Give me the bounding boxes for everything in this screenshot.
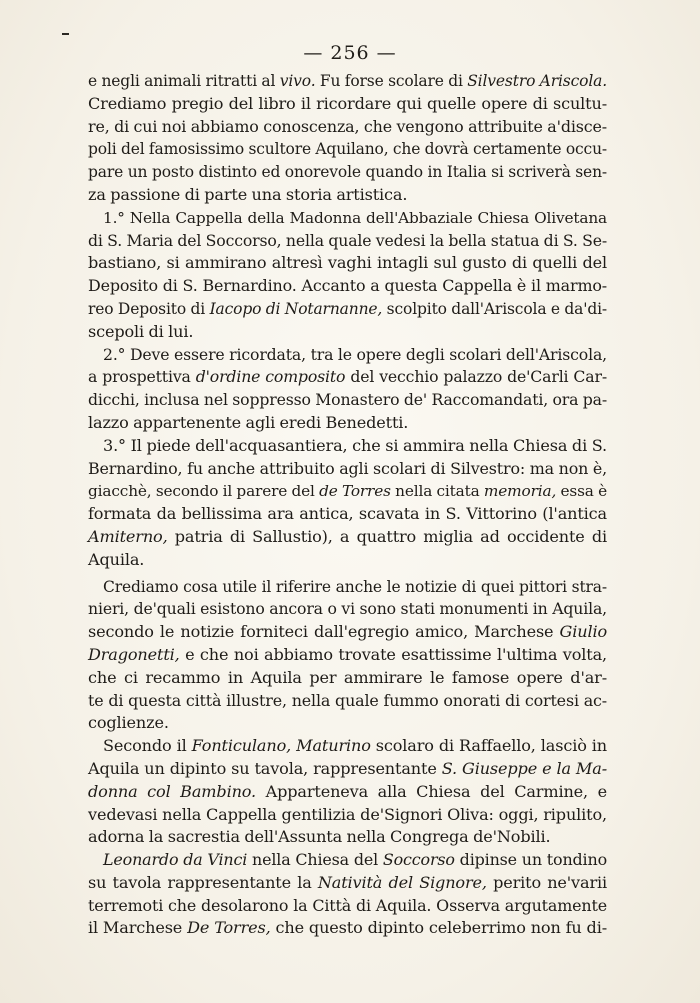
text-line bbox=[88, 93, 607, 116]
text-line bbox=[88, 895, 607, 918]
text-line bbox=[88, 458, 607, 481]
text-segment: 1.° Nella Cappella della Madonna dell'Abbaziale Chiesa Olivetana bbox=[103, 208, 607, 227]
text-segment: te di questa città illustre, nella quale fummo onorati di cortesi ac- bbox=[88, 690, 607, 710]
text-segment: e negli animali ritratti al bbox=[88, 72, 280, 90]
text-segment: il Marchese bbox=[88, 918, 188, 938]
text-segment: del vecchio palazzo de'Carli Car- bbox=[345, 367, 607, 387]
text-segment: re, di cui noi abbiamo conoscenza, che vengono attribuite a'disce- bbox=[88, 116, 607, 136]
italic-text: de Torres bbox=[319, 482, 391, 501]
text-segment: che ci recammo in Aquila per ammirare le famose opere d'ar- bbox=[88, 667, 607, 687]
text-segment: bastiano, si ammirano altresì vaghi intagli sul gusto di quelli del bbox=[88, 253, 607, 273]
text-segment: e che noi abbiamo trovate esattissime l'ultima volta, bbox=[179, 644, 607, 664]
text-line bbox=[88, 435, 607, 458]
text-segment: vedevasi nella Cappella gentilizia de'Signori Oliva: oggi, ripulito, bbox=[88, 804, 607, 824]
italic-text: vivo. bbox=[279, 72, 316, 90]
text-line bbox=[88, 366, 607, 389]
text-line bbox=[88, 184, 607, 207]
text-segment: scolpito dall'Ariscola e da'di- bbox=[382, 299, 607, 318]
text-segment: adorna la sacrestia dell'Assunta nella Congrega de'Nobili. bbox=[88, 827, 551, 847]
text-segment: di S. Maria del Soccorso, nella quale vedesi la bella statua di S. Se- bbox=[88, 230, 607, 250]
text-segment: 2.° Deve essere ricordata, tra le opere degli scolari dell'Ariscola, bbox=[103, 344, 607, 364]
italic-text: Maturino bbox=[296, 736, 371, 756]
text-segment: pare un posto distinto ed onorevole quando in Italia si scriverà sen- bbox=[88, 163, 607, 182]
italic-text: donna col Bambino. bbox=[88, 781, 257, 801]
text-segment: dipinse un tondino bbox=[454, 850, 607, 870]
text-line bbox=[88, 138, 607, 161]
text-segment: nella citata bbox=[390, 482, 484, 501]
italic-text: Iacopo di Notarnanne, bbox=[209, 299, 383, 318]
italic-text: S. Giuseppe e la Ma- bbox=[441, 758, 607, 778]
text-line bbox=[88, 275, 607, 298]
text-segment: coglienze. bbox=[88, 713, 169, 733]
text-segment: Fu forse scolare di bbox=[315, 72, 468, 90]
text-line bbox=[88, 526, 607, 549]
italic-text: memoria, bbox=[483, 482, 557, 501]
text-segment: dicchi, inclusa nel soppresso Monastero de' Raccomandati, ora pa- bbox=[88, 390, 607, 410]
text-line bbox=[88, 826, 607, 849]
text-segment: reo Deposito di bbox=[88, 299, 210, 318]
italic-text: Amiterno, bbox=[88, 526, 168, 546]
text-segment: Deposito di S. Bernardino. Accanto a questa Cappella è il marmo- bbox=[88, 276, 607, 296]
text-segment: patria di Sallustio), a quattro miglia ad occidente di bbox=[167, 526, 607, 546]
text-line bbox=[88, 549, 607, 572]
text-segment: su tavola rappresentante la bbox=[88, 872, 318, 892]
italic-text: d'ordine composito bbox=[195, 367, 346, 387]
text-segment: nella Chiesa del bbox=[247, 850, 383, 870]
margin-mark bbox=[62, 33, 69, 35]
text-segment: a prospettiva bbox=[88, 367, 196, 387]
text-segment: Secondo il bbox=[103, 736, 192, 756]
text-line bbox=[88, 161, 607, 184]
text-segment: 3.° Il piede dell'acquasantiera, che si ammira nella Chiesa di S. bbox=[103, 435, 607, 455]
italic-text: Natività del Signore, bbox=[317, 872, 487, 892]
italic-text: Giulio bbox=[559, 622, 607, 642]
text-segment: scolaro di Raffaello, lasciò in bbox=[370, 736, 607, 756]
text-segment: che questo dipinto celeberrimo non fu di- bbox=[270, 918, 607, 938]
text-line bbox=[88, 758, 607, 781]
text-line bbox=[88, 690, 607, 713]
italic-text: Silvestro Ariscola. bbox=[467, 72, 607, 90]
text-line bbox=[88, 389, 607, 412]
text-segment: poli del famosissimo scultore Aquilano, che dovrà certamente occu- bbox=[88, 140, 607, 159]
text-line bbox=[88, 644, 607, 667]
text-line bbox=[88, 70, 607, 93]
text-line bbox=[88, 576, 607, 599]
text-segment: perito ne'varii bbox=[486, 872, 607, 892]
text-segment: giacchè, secondo il parere del bbox=[88, 482, 320, 501]
text-segment: essa è bbox=[556, 482, 607, 501]
text-line bbox=[88, 252, 607, 275]
text-body bbox=[88, 70, 607, 940]
text-segment: za passione di parte una storia artistica. bbox=[88, 184, 408, 204]
text-line bbox=[88, 598, 607, 621]
text-segment: Crediamo cosa utile il riferire anche le notizie di quei pittori stra- bbox=[103, 577, 607, 596]
text-segment: Aquila. bbox=[88, 549, 145, 569]
text-line bbox=[88, 804, 607, 827]
text-segment: Apparteneva alla Chiesa del Carmine, e bbox=[256, 781, 608, 801]
text-line bbox=[88, 735, 607, 758]
text-segment: Aquila un dipinto su tavola, rappresentante bbox=[88, 758, 442, 778]
text-line bbox=[88, 667, 607, 690]
text-line bbox=[88, 917, 607, 940]
text-segment: formata da bellissima ara antica, scavata in S. Vittorino (l'antica bbox=[88, 504, 607, 524]
text-segment: Bernardino, fu anche attribuito agli scolari di Silvestro: ma non è, bbox=[88, 458, 607, 478]
text-line bbox=[88, 872, 607, 895]
text-line bbox=[88, 781, 607, 804]
text-segment: nieri, de'quali esistono ancora o vi sono stati monumenti in Aquila, bbox=[88, 599, 607, 619]
text-line bbox=[88, 412, 607, 435]
text-segment: Crediamo pregio del libro il ricordare qui quelle opere di scultu- bbox=[88, 93, 607, 113]
text-line bbox=[88, 298, 607, 321]
text-segment: scepoli di lui. bbox=[88, 321, 194, 341]
italic-text: Fonticulano, bbox=[191, 736, 292, 756]
text-line bbox=[88, 712, 607, 735]
text-line bbox=[88, 480, 607, 503]
text-line bbox=[88, 849, 607, 872]
text-line bbox=[88, 116, 607, 139]
text-line bbox=[88, 321, 607, 344]
text-line bbox=[88, 621, 607, 644]
text-line bbox=[88, 503, 607, 526]
text-line bbox=[88, 344, 607, 367]
italic-text: Dragonetti, bbox=[88, 644, 180, 664]
italic-text: Leonardo da Vinci bbox=[103, 850, 248, 870]
page-number: — 256 — bbox=[303, 42, 397, 64]
italic-text: Soccorso bbox=[382, 850, 455, 870]
text-segment: secondo le notizie forniteci dall'egregio amico, Marchese bbox=[88, 622, 560, 642]
italic-text: De Torres, bbox=[187, 918, 271, 938]
text-line bbox=[88, 207, 607, 230]
text-line bbox=[88, 230, 607, 253]
text-segment: terremoti che desolarono la Città di Aquila. Osserva argutamente bbox=[88, 895, 607, 915]
text-segment: lazzo appartenente agli eredi Benedetti. bbox=[88, 412, 409, 432]
